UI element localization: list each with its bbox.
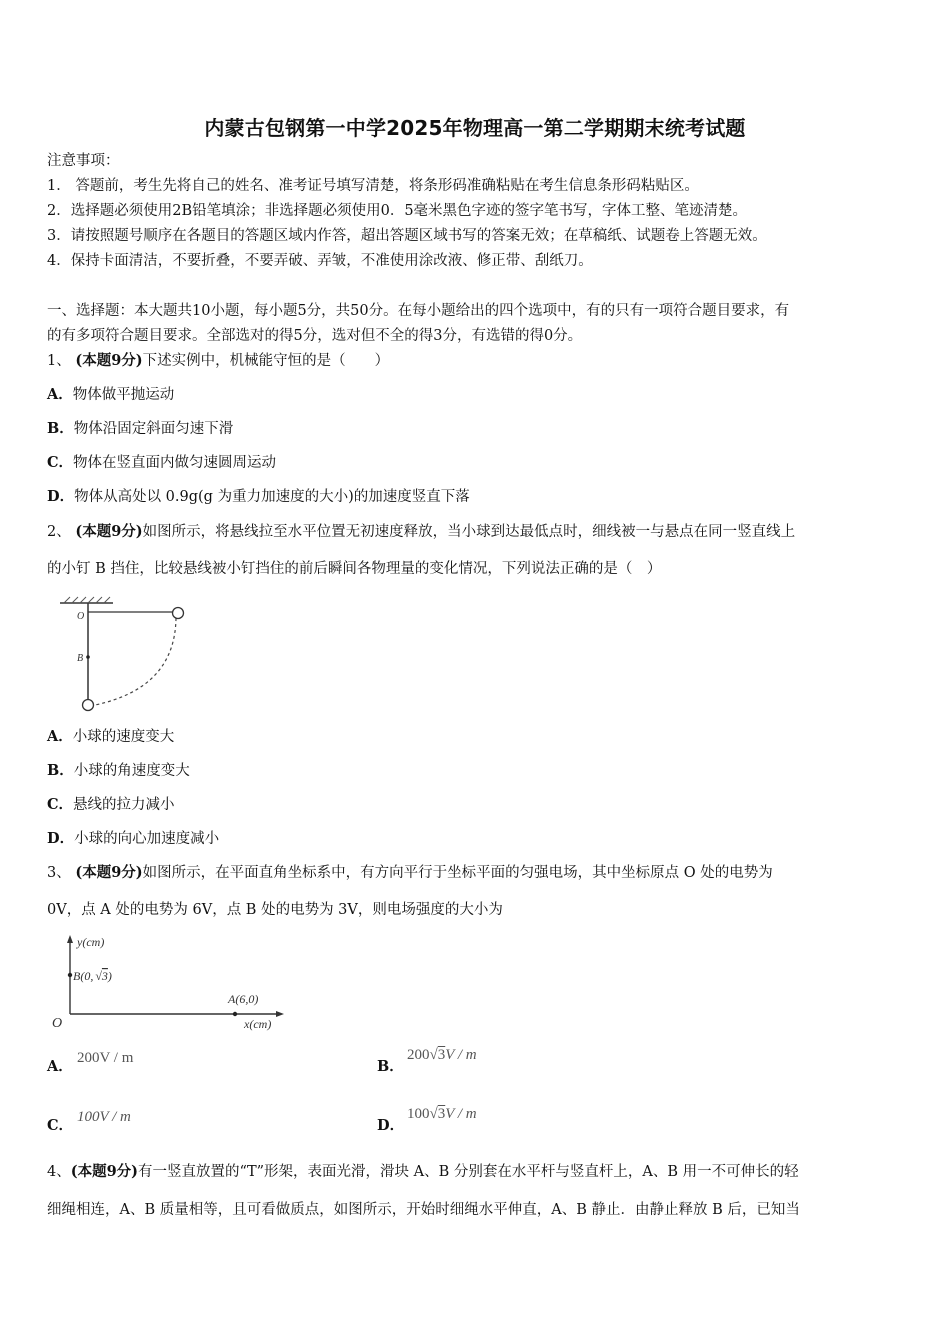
q2-option-a: A．小球的速度变大 — [47, 728, 175, 745]
x-axis-arrow — [276, 1011, 284, 1017]
notice-item: 4．保持卡面清洁，不要折叠，不要弄破、弄皱，不准使用涂改液、修正带、刮纸刀。 — [47, 253, 593, 269]
question-2-stem: 2、 (本题9分)如图所示，将悬线拉至水平位置无初速度释放，当小球到达最低点时，细线被一与悬点在同一竖直线上 — [47, 523, 796, 540]
q3-option-c-letter: C． — [47, 1117, 74, 1134]
section-intro-line: 一、选择题：本大题共10小题，每小题5分，共50分。在每小题给出的四个选项中，有的只有一项符合题目要求，有 — [47, 303, 790, 319]
notice-item: 1． 答题前，考生先将自己的姓名、准考证号填写清楚，将条形码准确粘贴在考生信息条形码粘贴区。 — [47, 178, 699, 194]
section-intro-line: 的有多项符合题目要求。全部选对的得5分，选对但不全的得3分，有选错的得0分。 — [47, 328, 583, 344]
notice-heading: 注意事项： — [47, 153, 120, 169]
q3-option-a-letter: A． — [47, 1058, 73, 1075]
coordinate-figure — [48, 930, 293, 1034]
question-3-stem: 3、 (本题9分)如图所示，在平面直角坐标系中，有方向平行于坐标平面的匀强电场，其中坐标原点 O 处的电势为 — [47, 864, 773, 881]
x-axis-label: x(cm) — [244, 1017, 272, 1031]
pendulum-figure — [55, 588, 200, 716]
q3-option-c-value: 100V / m — [77, 1109, 131, 1125]
page-title: 内蒙古包钢第一中学2025年物理高一第二学期期末统考试题 — [204, 116, 746, 140]
point-b-label: B(0, √3) — [73, 969, 112, 983]
q1-option-c: C．物体在竖直面内做匀速圆周运动 — [47, 454, 277, 471]
q3-option-d-letter: D． — [377, 1117, 405, 1134]
label-b: B — [77, 653, 84, 664]
q3-option-d-value: 100√3V / m — [407, 1106, 477, 1122]
question-1-stem: 1、 (本题9分)下述实例中，机械能守恒的是（ ） — [47, 352, 390, 369]
nail-b — [86, 655, 90, 659]
y-axis-arrow — [67, 935, 73, 943]
q1-option-b: B．物体沿固定斜面匀速下滑 — [47, 420, 234, 437]
point-a — [233, 1012, 237, 1016]
question-4-stem: 4、(本题9分)有一竖直放置的“T”形架，表面光滑，滑块 A、B 分别套在水平杆与竖直杆上，A、B 用一不可伸长的轻 — [47, 1163, 799, 1180]
y-axis-label: y(cm) — [77, 935, 105, 949]
q2-option-c: C．悬线的拉力减小 — [47, 796, 175, 813]
q3-option-a-value: 200V / m — [77, 1050, 134, 1066]
q3-option-b-value: 200√3V / m — [407, 1047, 477, 1063]
q1-option-d: D．物体从高处以 0.9g(g 为重力加速度的大小)的加速度竖直下落 — [47, 488, 470, 505]
ball-start — [173, 608, 184, 619]
question-2-stem-cont: 的小钉 B 挡住，比较悬线被小钉挡住的前后瞬间各物理量的变化情况，下列说法正确的是（ ） — [47, 561, 662, 577]
notice-item: 2．选择题必须使用2B铅笔填涂；非选择题必须使用0．5毫米黑色字迹的签字笔书写，字体工整、笔迹清楚。 — [47, 203, 748, 219]
notice-item: 3．请按照题号顺序在各题目的答题区域内作答，超出答题区域书写的答案无效；在草稿纸、试题卷上答题无效。 — [47, 228, 767, 244]
q2-option-d: D．小球的向心加速度减小 — [47, 830, 220, 847]
q2-option-b: B．小球的角速度变大 — [47, 762, 190, 779]
question-4-stem-cont: 细绳相连，A、B 质量相等，且可看做质点，如图所示，开始时细绳水平伸直，A、B 静止．由静止释放 B 后，已知当 — [47, 1202, 800, 1218]
q1-option-a: A．物体做平抛运动 — [47, 386, 175, 403]
point-a-label: A(6,0) — [228, 992, 259, 1006]
ceiling-support — [60, 597, 113, 603]
origin-label: O — [52, 1016, 63, 1031]
point-b — [68, 973, 72, 977]
swing-arc-dashed — [95, 618, 176, 705]
q3-option-b-letter: B． — [377, 1058, 404, 1075]
label-o: O — [77, 611, 85, 622]
ball-bottom — [83, 700, 94, 711]
question-3-stem-cont: 0V，点 A 处的电势为 6V，点 B 处的电势为 3V，则电场强度的大小为 — [47, 902, 503, 918]
